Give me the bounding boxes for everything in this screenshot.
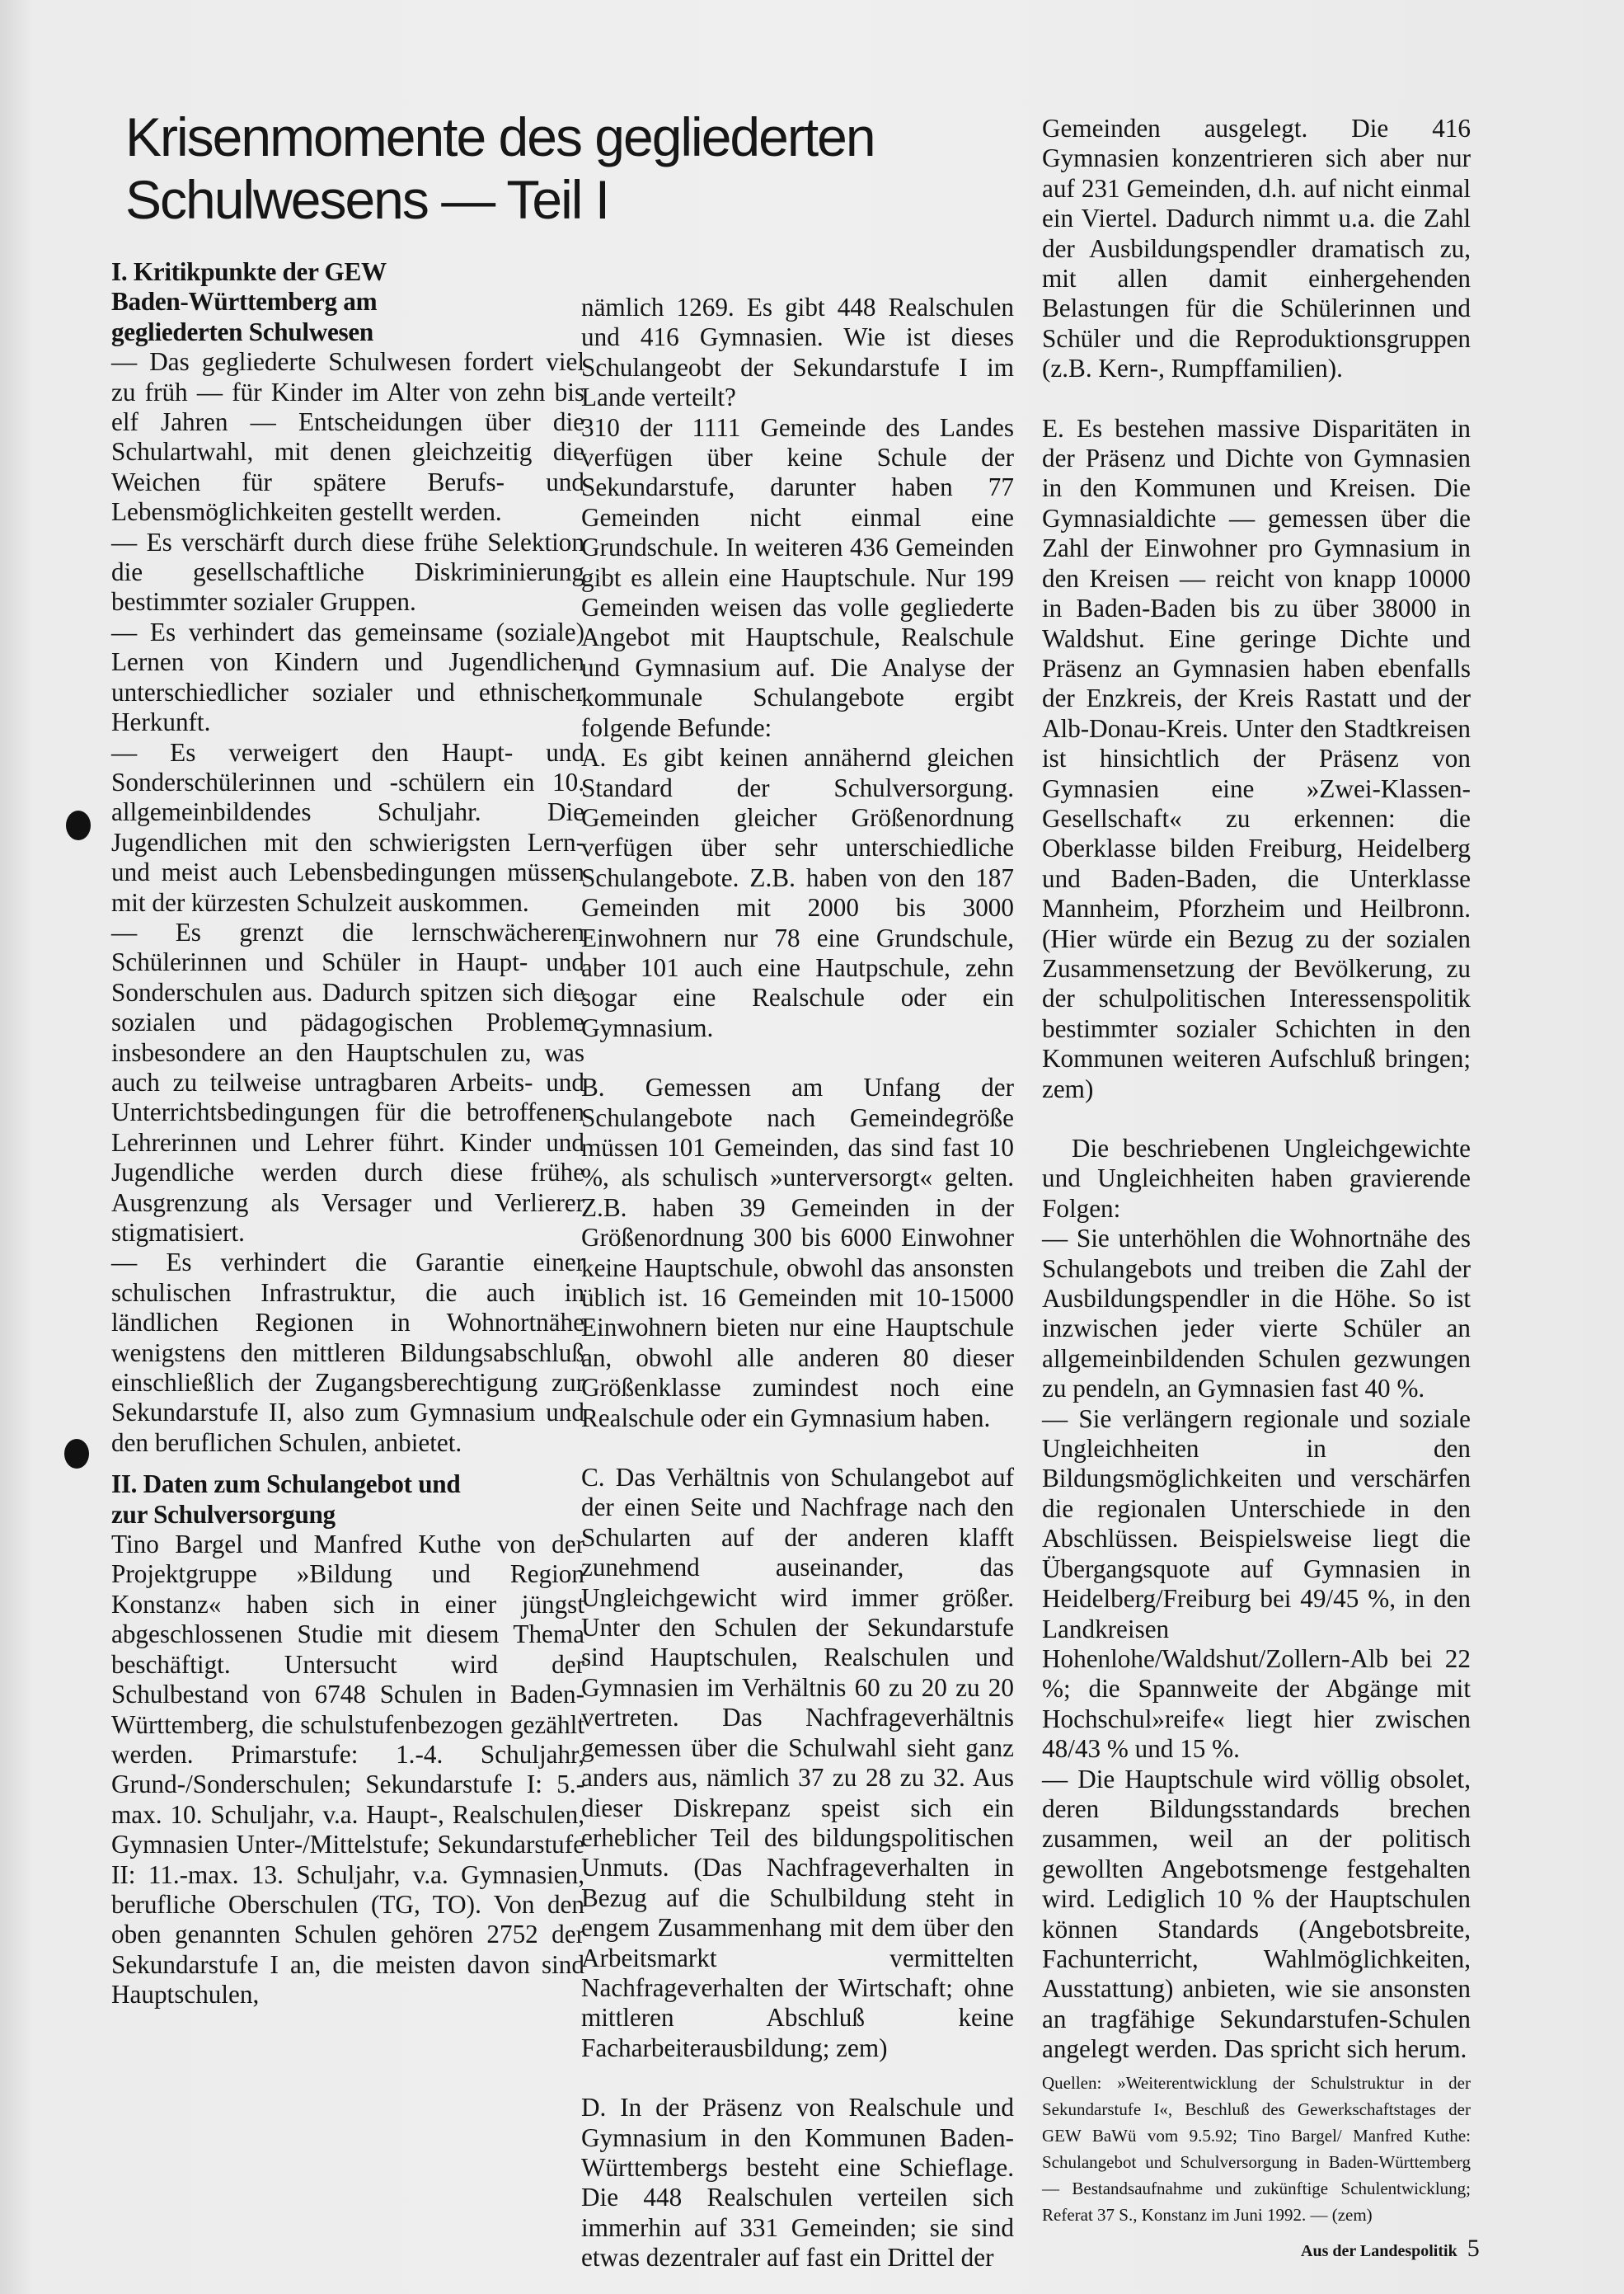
paragraph: — Es verhindert die Garantie einer schulischen Infrastruktur, die auch in ländlichen Regionen in Wohnortnähe wenigstens den mittleren Bildungsabschluß einschließlich der Zugangsberechtigung zur Sekundarstufe II, also zum Gymnasium und den beruflichen Schulen, anbietet. xyxy=(111,1248,584,1457)
paragraph: D. In der Präsenz von Realschule und Gymnasium in den Kommunen Baden-Württembergs besteht eine Schieflage. Die 448 Realschulen verteilen sich immerhin auf 331 Gemeinden; sie sind etwas dezentraler auf fast ein Drittel der xyxy=(581,2093,1014,2273)
paragraph: nämlich 1269. Es gibt 448 Realschulen und 416 Gymnasien. Wie ist dieses Schulangeobt der Sekundarstufe I im Lande verteilt? xyxy=(581,293,1014,412)
paragraph: A. Es gibt keinen annähernd gleichen Standard der Schulversorgung. Gemeinden gleicher Größenordnung verfügen über sehr unterschiedliche Schulangebote. Z.B. haben von den 187 Gemeinden mit 2000 bis 3000 Einwohnern nur 78 eine Grundschule, aber 101 auch eine Hautpschule, zehn sogar eine Realschule oder ein Gymnasium. xyxy=(581,743,1014,1042)
column-2 xyxy=(581,293,1014,2273)
paragraph: — Es verschärft durch diese frühe Selektion die gesellschaftliche Diskriminierung bestimmter sozialer Gruppen. xyxy=(111,527,584,617)
paragraph: — Die Hauptschule wird völlig obsolet, deren Bildungsstandards brechen zusammen, weil an der politisch gewollten Angebotsmenge festgehalten wird. Lediglich 10 % der Hauptschulen können Standards (Angebotsbreite, Fachunterricht, Wahlmöglichkeiten, Ausstattung) anbieten, wie sie ansonsten an tragfähige Sekundarstufen-Schulen angelegt werden. Das spricht sich herum. xyxy=(1042,1764,1471,2064)
paragraph: — Sie verlängern regionale und soziale Ungleichheiten in den Bildungsmöglichkeiten und verschärfen die regionalen Unterschiede in den Abschlüssen. Beispielsweise liegt die Übergangsquote auf Gymnasien in Heidelberg/Freiburg bei 49/45 %, in den Landkreisen Hohenlohe/Waldshut/Zollern-Alb bei 22 %; die Spannweite der Abgänge mit Hochschul»reife« liegt hier zwischen 48/43 % und 15 %. xyxy=(1042,1403,1471,1764)
page-number: 5 xyxy=(1467,2235,1480,2262)
section-heading-2: II. Daten zum Schulangebot und zur Schulversorgung xyxy=(111,1469,461,1529)
article-title xyxy=(125,106,1032,231)
paragraph: Gemeinden ausgelegt. Die 416 Gymnasien konzentrieren sich aber nur auf 231 Gemeinden, d.h. auf nicht einmal ein Viertel. Dadurch nimmt u.a. die Zahl der Ausbildungspendler dramatisch zu, mit allen damit einhergehenden Belastungen für die Schülerinnen und Schüler und die Reproduktionsgruppen (z.B. Kern-, Rumpffamilien). xyxy=(1042,114,1471,383)
paragraph: — Sie unterhöhlen die Wohnortnähe des Schulangebots und treiben die Zahl der Ausbildungspendler in die Höhe. So ist inzwischen jeder vierte Schüler an allgemeinbildenden Schulen gezwungen zu pendeln, an Gymnasien fast 40 %. xyxy=(1042,1224,1471,1403)
paragraph: Tino Bargel und Manfred Kuthe von der Projektgruppe »Bildung und Region Konstanz« haben sich in einer jüngst abgeschlossenen Studie mit diesem Thema beschäftigt. Untersucht wird der Schulbestand von 6748 Schulen in Baden-Württemberg, die schulstufenbezogen gezählt werden. Primarstufe: 1.-4. Schuljahr, Grund-/Sonderschulen; Sekundarstufe I: 5.-max. 10. Schuljahr, v.a. Haupt-, Realschulen, Gymnasien Unter-/Mittelstufe; Sekundarstufe II: 11.-max. 13. Schuljahr, v.a. Gymnasien, berufliche Oberschulen (TG, TO). Von den oben genannten Schulen gehören 2752 der Sekundarstufe I an, die meisten davon sind Hauptschulen, xyxy=(111,1530,584,2010)
paragraph: — Es grenzt die lernschwächeren Schülerinnen und Schüler in Haupt- und Sonderschulen aus. Dadurch spitzen sich die sozialen und pädagogischen Probleme insbesondere an den Hauptschulen zu, was auch zu teilweise untragbaren Arbeits- und Unterrichtsbedingungen für die betroffenen Lehrerinnen und Lehrer führt. Kinder und Jugendliche werden durch diese frühe Ausgrenzung als Versager und Verlierer stigmatisiert. xyxy=(111,917,584,1247)
column-1 xyxy=(111,257,584,2010)
title-line-2: Schulwesens — Teil I xyxy=(125,169,609,230)
title-line-1: Krisenmomente des gegliederten xyxy=(125,106,875,167)
paragraph: — Es verhindert das gemeinsame (soziale) Lernen von Kindern und Jugendlichen unterschiedlicher sozialer und ethnischer Herkunft. xyxy=(111,617,584,737)
punch-hole-mark xyxy=(66,811,91,840)
paragraph: Die beschriebenen Ungleichgewichte und Ungleichheiten haben gravierende Folgen: xyxy=(1042,1134,1471,1223)
paragraph: — Das gegliederte Schulwesen fordert viel zu früh — für Kinder im Alter von zehn bis elf Jahren — Entscheidungen über die Schulartwahl, mit denen gleichzeitig die Weichen für spätere Berufs- und Lebensmöglichkeiten gestellt werden. xyxy=(111,347,584,527)
column-3 xyxy=(1042,114,1471,2228)
paragraph: B. Gemessen am Unfang der Schulangebote nach Gemeindegröße müssen 101 Gemeinden, das sind fast 10 %, als schulisch »unterversorgt« gelten. Z.B. haben 39 Gemeinden in der Größenordnung 300 bis 6000 Einwohner keine Hauptschule, obwohl das ansonsten üblich ist. 16 Gemeinden mit 10-15000 Einwohnern bieten nur eine Hauptschule an, obwohl alle anderen 80 dieser Größenklasse zumindest noch eine Realschule oder ein Gymnasium haben. xyxy=(581,1073,1014,1432)
sources-note: Quellen: »Weiterentwicklung der Schulstruktur in der Sekundarstufe I«, Beschluß des Gewerkschaftstages der GEW BaWü vom 9.5.92; Tino Bargel/ Manfred Kuthe: Schulangebot und Schulversorgung in Baden-Württemberg — Bestandsaufnahme und zukünftige Schulentwicklung; Referat 37 S., Konstanz im Juni 1992. — (zem) xyxy=(1042,2072,1471,2225)
footer-section: Aus der Landespolitik xyxy=(1301,2242,1457,2260)
paragraph: C. Das Verhältnis von Schulangebot auf der einen Seite und Nachfrage nach den Schularten auf der anderen klafft zunehmend auseinander, das Ungleichgewicht wird immer größer. Unter den Schulen der Sekundarstufe sind Hauptschulen, Realschulen und Gymnasien im Verhältnis 60 zu 20 zu 20 vertreten. Das Nachfrageverhältnis gemessen über die Schulwahl sieht ganz anders aus, nämlich 37 zu 28 zu 32. Aus dieser Diskrepanz speist sich ein erheblicher Teil des bildungspolitischen Unmuts. (Das Nachfrageverhalten in Bezug auf die Schulbildung steht in engem Zusammenhang mit dem über den Arbeitsmarkt vermittelten Nachfrageverhalten der Wirtschaft; ohne mittleren Abschluß keine Facharbeiterausbildung; zem) xyxy=(581,1463,1014,2062)
paragraph: 310 der 1111 Gemeinde des Landes verfügen über keine Schule der Sekundarstufe, darunter haben 77 Gemeinden nicht einmal eine Grundschule. In weiteren 436 Gemeinden gibt es allein eine Hauptschule. Nur 199 Gemeinden weisen das volle gegliederte Angebot mit Hauptschule, Realschule und Gymnasium auf. Die Analyse der kommunale Schulangebote ergibt folgende Befunde: xyxy=(581,412,1014,742)
paragraph: E. Es bestehen massive Disparitäten in der Präsenz und Dichte von Gymnasien in den Kommunen und Kreisen. Die Gymnasialdichte — gemessen über die Zahl der Einwohner pro Gymnasium in den Kreisen — reicht von knapp 10000 in Baden-Baden bis zu über 38000 in Waldshut. Eine geringe Dichte und Präsenz an Gymnasien haben ebenfalls der Enzkreis, der Kreis Rastatt und der Alb-Donau-Kreis. Unter den Stadtkreisen ist hinsichtlich der Präsenz von Gymnasien eine »Zwei-Klassen-Gesellschaft« zu erkennen: die Oberklasse bilden Freiburg, Heidelberg und Baden-Baden, die Unterklasse Mannheim, Pforzheim und Heilbronn. (Hier würde ein Bezug zu der sozialen Zusammensetzung der Bevölkerung, zu der schulpolitischen Interessenspolitik bestimmter sozialer Schichten in den Kommunen weiteren Aufschluß bringen; zem) xyxy=(1042,413,1471,1103)
page-footer xyxy=(1301,2235,1480,2263)
punch-hole-mark xyxy=(64,1439,89,1469)
paragraph: — Es verweigert den Haupt- und Sonderschülerinnen und -schülern ein 10. allgemeinbildendes Schuljahr. Die Jugendlichen mit den schwierigsten Lern- und meist auch Lebensbedingungen müssen mit der kürzesten Schulzeit auskommen. xyxy=(111,737,584,917)
section-heading-1: I. Kritikpunkte der GEW Baden-Württemberg am gegliederten Schulwesen xyxy=(111,257,387,346)
